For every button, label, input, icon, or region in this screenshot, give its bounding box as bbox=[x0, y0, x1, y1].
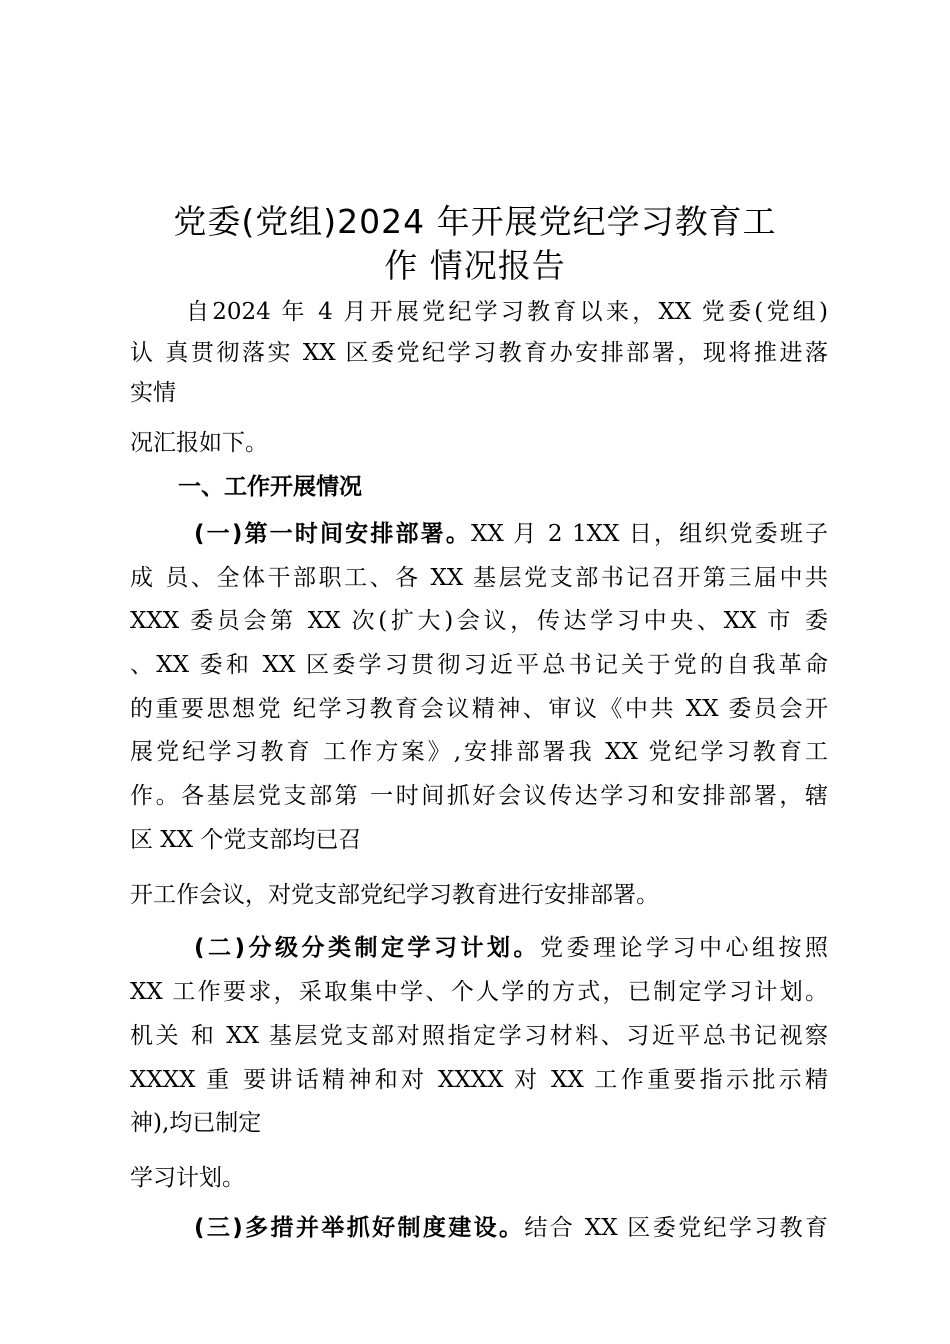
paragraph-3-lead: (三)多措并举抓好制度建设。 bbox=[194, 1215, 525, 1241]
report-title-line-1: 党委(党组)2024 年开展党纪学习教育工 bbox=[173, 202, 777, 241]
paragraph-1-line-9: 开工作会议，对党支部党纪学习教育进行安排部署。 bbox=[130, 882, 659, 908]
section-heading-1: 一、工作开展情况 bbox=[178, 474, 362, 500]
paragraph-1-line-6: 展党纪学习教育 工作方案》,安排部署我 XX 党纪学习教育工 bbox=[130, 739, 828, 765]
paragraph-2-line-5: 神),均已制定 bbox=[130, 1110, 262, 1136]
paragraph-1-first-text: XX 月 2 1XX 日，组织党委班子 bbox=[471, 521, 828, 547]
paragraph-2-line-4: XXXX 重 要讲话精神和对 XXXX 对 XX 工作重要指示批示精 bbox=[130, 1067, 828, 1093]
paragraph-2-line-2: XX 工作要求，采取集中学、个人学的方式，已制定学习计划。 bbox=[130, 979, 828, 1005]
report-title-line-2: 作 情况报告 bbox=[384, 246, 566, 285]
paragraph-1-line-5: 的重要思想党 纪学习教育会议精神、审议《中共 XX 委员会开 bbox=[130, 696, 828, 722]
paragraph-3-line-1 bbox=[194, 1213, 828, 1243]
paragraph-2-first-text: 党委理论学习中心组按照 bbox=[540, 935, 829, 961]
paragraph-1-line-3: XXX 委员会第 XX 次(扩大)会议，传达学习中央、XX 市 委 bbox=[130, 608, 828, 634]
intro-line-4: 况汇报如下。 bbox=[130, 430, 268, 456]
paragraph-2-lead: (二)分级分类制定学习计划。 bbox=[194, 935, 541, 961]
paragraph-1-line-2: 成 员、全体干部职工、各 XX 基层党支部书记召开第三届中共 bbox=[130, 565, 828, 591]
paragraph-3-first-text: 结合 XX 区委党纪学习教育 bbox=[524, 1215, 828, 1241]
intro-line-2: 认 真贯彻落实 XX 区委党纪学习教育办安排部署，现将推进落 bbox=[130, 340, 828, 366]
paragraph-1-lead: (一)第一时间安排部署。 bbox=[194, 521, 471, 547]
paragraph-1-line-7: 作。各基层党支部第 一时间抓好会议传达学习和安排部署，辖 bbox=[130, 783, 828, 809]
paragraph-2-line-6: 学习计划。 bbox=[130, 1165, 245, 1191]
paragraph-1-line-8: 区 XX 个党支部均已召 bbox=[130, 827, 362, 853]
intro-line-1: 自2024 年 4 月开展党纪学习教育以来，XX 党委(党组) bbox=[186, 299, 828, 325]
paragraph-2-line-1 bbox=[194, 933, 828, 963]
paragraph-2-line-3: 机关 和 XX 基层党支部对照指定学习材料、习近平总书记视察 bbox=[130, 1023, 828, 1049]
paragraph-1-line-4: 、XX 委和 XX 区委学习贯彻习近平总书记关于党的自我革命 bbox=[130, 652, 828, 678]
intro-line-3: 实情 bbox=[130, 380, 176, 406]
paragraph-1-line-1 bbox=[194, 519, 828, 549]
